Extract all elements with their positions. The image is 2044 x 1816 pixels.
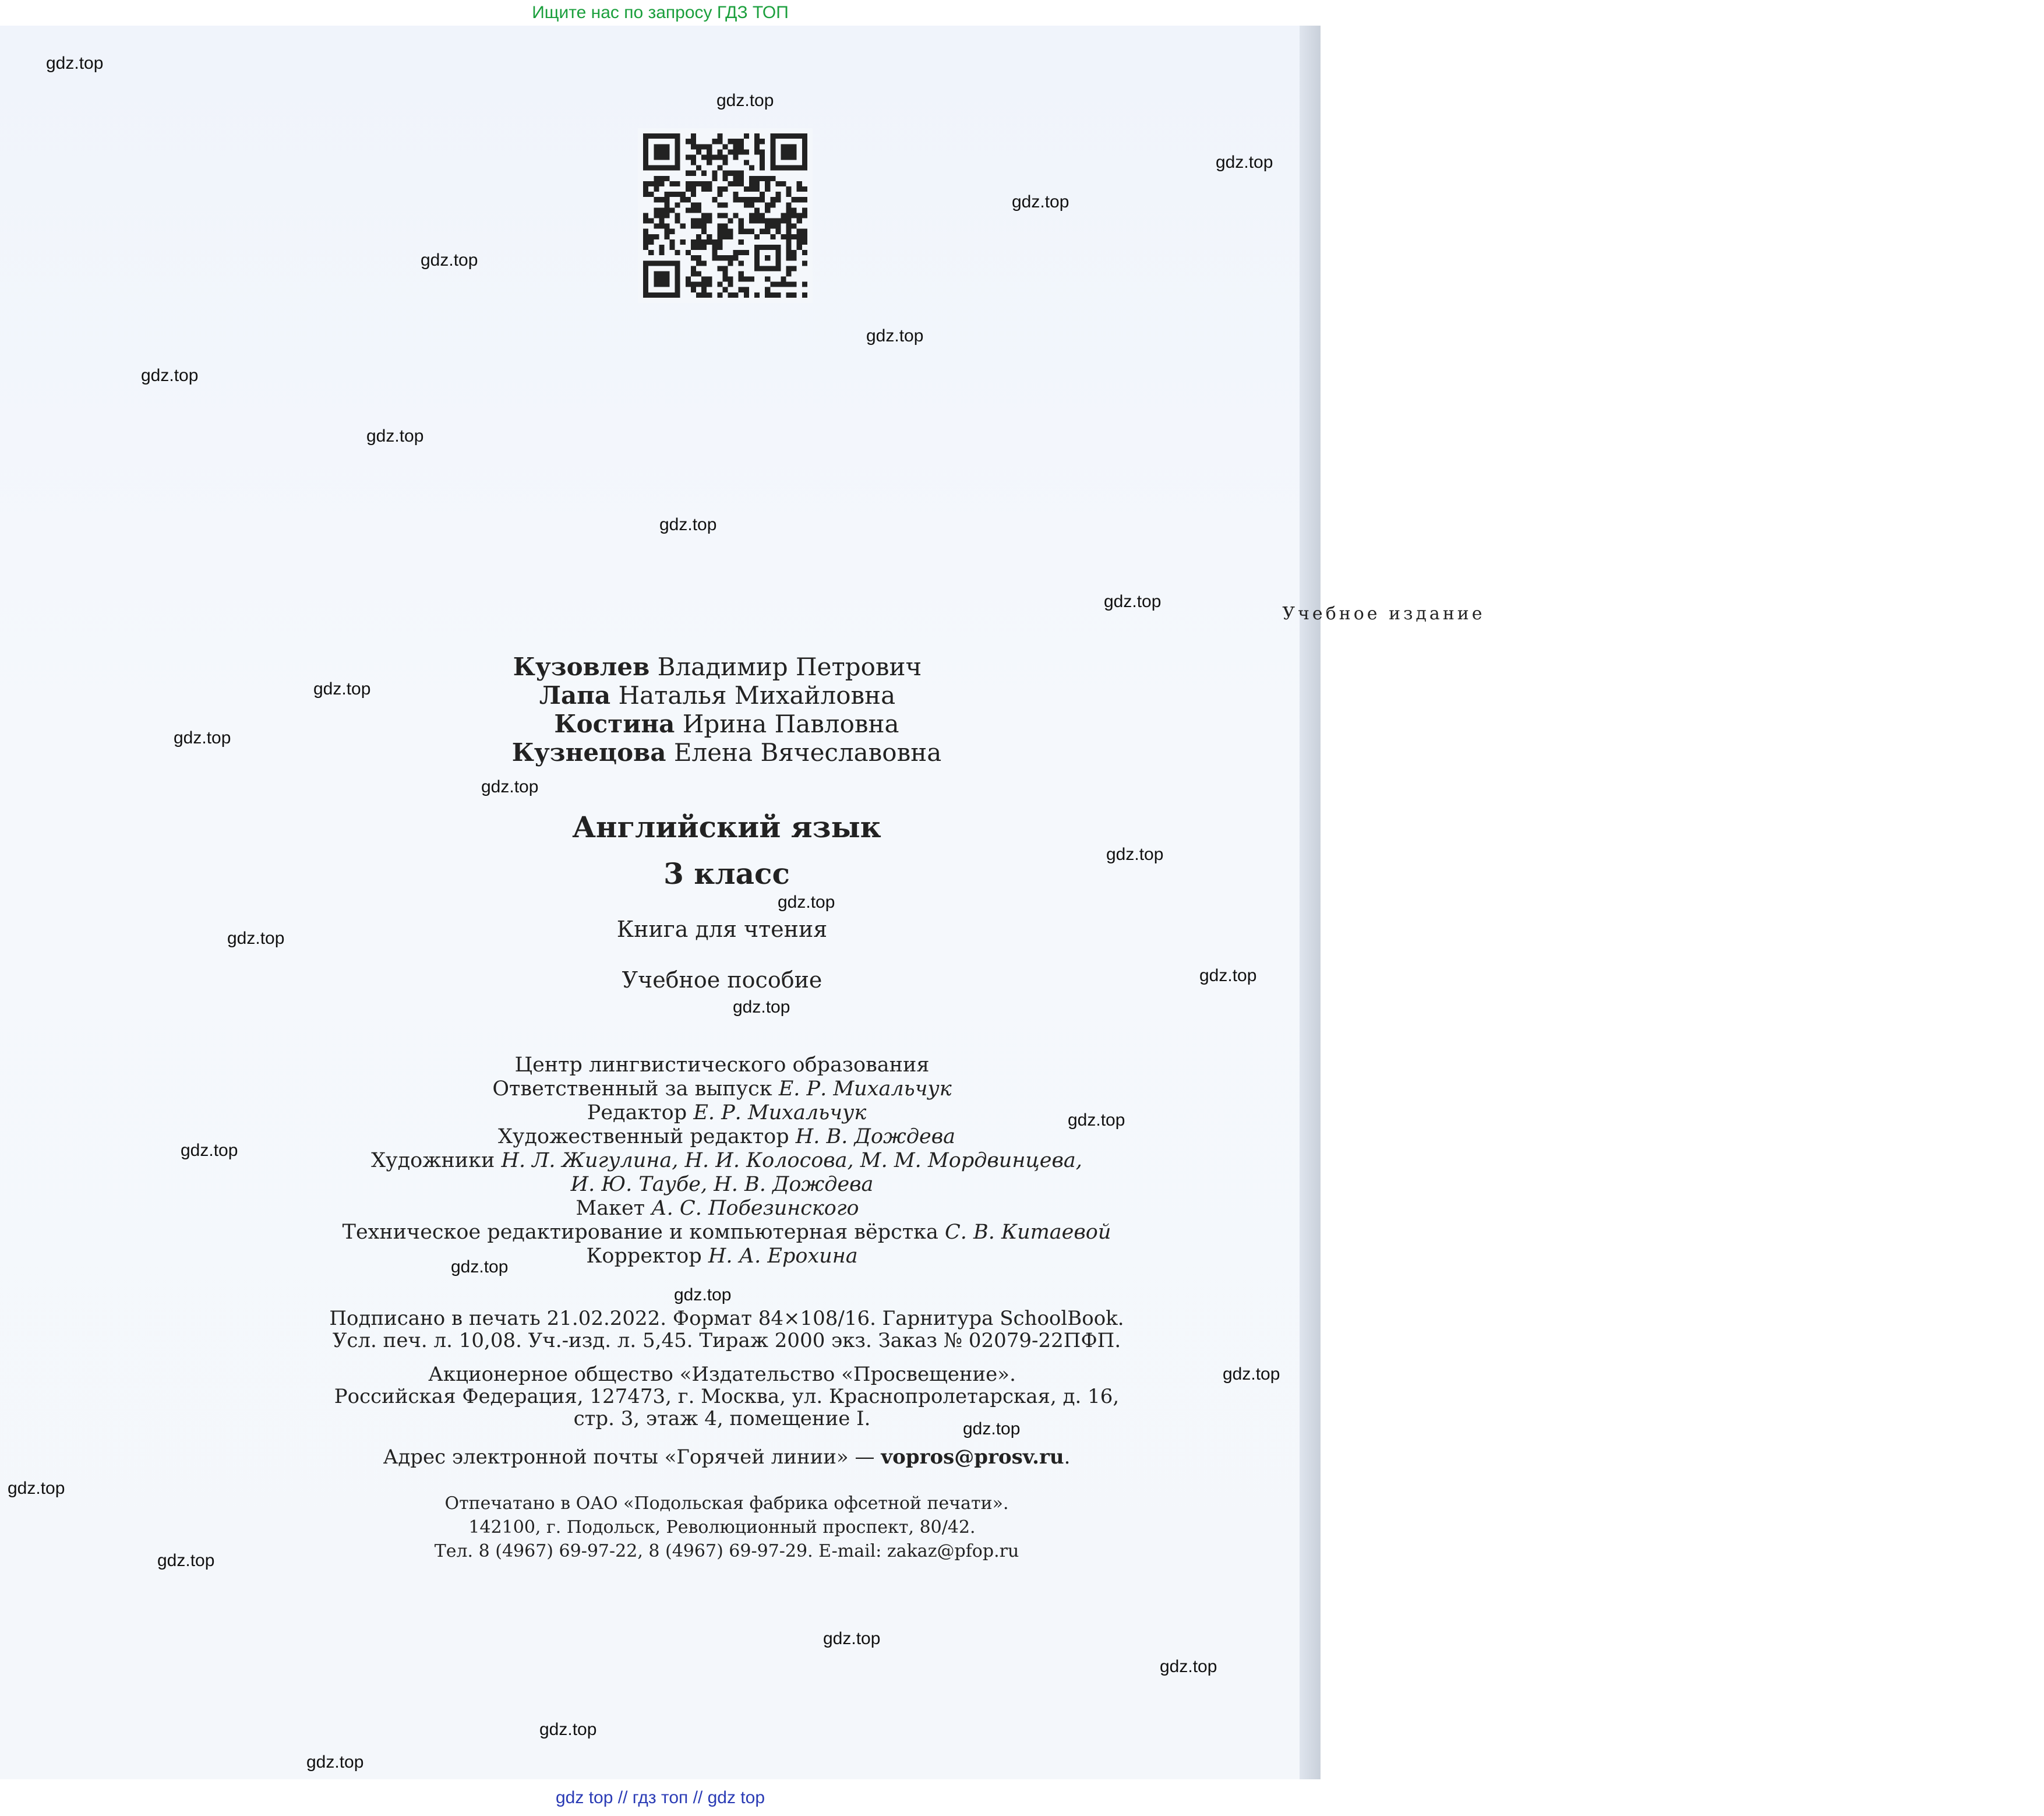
bottom-banner[interactable]: gdz top // гдз топ // gdz top bbox=[0, 1779, 1321, 1816]
publisher-line-3: стр. 3, этаж 4, помещение I. bbox=[573, 1407, 871, 1430]
watermark: gdz.top bbox=[46, 54, 104, 73]
author-2 bbox=[0, 681, 1321, 710]
author-2-surname: Лапа bbox=[539, 681, 611, 710]
imprint-line-7: Техническое редактирование и компьютерная вёрстка С. В. Китаевой bbox=[342, 1221, 1111, 1244]
watermark: gdz.top bbox=[1106, 845, 1164, 864]
printed-line-1: Отпечатано в ОАО «Подольская фабрика офсетной печати». bbox=[444, 1493, 1009, 1514]
watermark: gdz.top bbox=[157, 1551, 215, 1570]
imprint-line-6: Макет А. С. Побезинского bbox=[576, 1197, 859, 1220]
watermark: gdz.top bbox=[733, 997, 790, 1017]
book-type: Учебное пособие bbox=[622, 967, 822, 993]
watermark: gdz.top bbox=[451, 1257, 509, 1277]
imprint-line-5: И. Ю. Таубе, Н. В. Дождева bbox=[570, 1173, 874, 1196]
watermark: gdz.top bbox=[141, 366, 199, 385]
watermark: gdz.top bbox=[1223, 1364, 1280, 1384]
print-info-line-2: Усл. печ. л. 10,08. Уч.-изд. л. 5,45. Тираж 2000 экз. Заказ № 02079-22ПФП. bbox=[332, 1329, 1121, 1352]
watermark: gdz.top bbox=[823, 1629, 881, 1648]
watermark: gdz.top bbox=[1068, 1110, 1125, 1130]
publisher-line-1: Акционерное общество «Издательство «Просвещение». bbox=[428, 1363, 1016, 1386]
watermark: gdz.top bbox=[306, 1752, 364, 1772]
watermark: gdz.top bbox=[481, 777, 539, 796]
watermark: gdz.top bbox=[778, 893, 835, 912]
watermark: gdz.top bbox=[659, 515, 717, 534]
watermark: gdz.top bbox=[421, 251, 478, 270]
watermark: gdz.top bbox=[963, 1419, 1021, 1438]
author-1 bbox=[0, 653, 1321, 681]
watermark: gdz.top bbox=[174, 728, 231, 747]
publisher-line-2: Российская Федерация, 127473, г. Москва, ул. Краснопролетарская, д. 16, bbox=[334, 1385, 1120, 1408]
author-2-name: Наталья Михайловна bbox=[618, 681, 896, 710]
watermark: gdz.top bbox=[866, 326, 924, 345]
watermark: gdz.top bbox=[181, 1141, 238, 1160]
watermark: gdz.top bbox=[1104, 592, 1162, 611]
book-title: Английский язык bbox=[572, 810, 881, 844]
hotline-line: Адрес электронной почты «Горячей линии» — vopros@prosv.ru. bbox=[383, 1445, 1071, 1469]
imprint-line-2: Редактор Е. Р. Михальчук bbox=[587, 1101, 867, 1124]
imprint-line-3: Художественный редактор Н. В. Дождева bbox=[498, 1125, 955, 1148]
author-4-surname: Кузнецова bbox=[511, 738, 666, 767]
watermark: gdz.top bbox=[1012, 192, 1069, 211]
author-1-surname: Кузовлев bbox=[513, 653, 650, 681]
hotline-email: vopros@prosv.ru bbox=[881, 1445, 1064, 1469]
imprint-line-8: Корректор Н. А. Ерохина bbox=[586, 1244, 858, 1268]
author-3-name: Ирина Павловна bbox=[682, 710, 899, 738]
watermark: gdz.top bbox=[539, 1720, 597, 1739]
edition-label: Учебное издание bbox=[1282, 604, 1485, 624]
printed-line-2: 142100, г. Подольск, Революционный проспект, 80/42. bbox=[468, 1517, 976, 1538]
watermark: gdz.top bbox=[8, 1479, 65, 1498]
imprint-center: Центр лингвистического образования bbox=[514, 1053, 930, 1077]
watermark: gdz.top bbox=[313, 679, 371, 699]
author-3-surname: Костина bbox=[554, 710, 675, 738]
author-4-name: Елена Вячеславовна bbox=[673, 738, 942, 767]
book-grade: 3 класс bbox=[663, 856, 790, 891]
top-banner[interactable]: Ищите нас по запросу ГДЗ ТОП bbox=[0, 0, 1321, 26]
imprint-line-4: Художники Н. Л. Жигулина, Н. И. Колосова, М. М. Мордвинцева, bbox=[371, 1149, 1082, 1172]
qr-code bbox=[638, 128, 813, 303]
watermark: gdz.top bbox=[227, 929, 285, 948]
author-1-name: Владимир Петрович bbox=[657, 653, 922, 681]
book-subtitle: Книга для чтения bbox=[616, 916, 828, 942]
print-info-line-1: Подписано в печать 21.02.2022. Формат 84×108/16. Гарнитура SchoolBook. bbox=[329, 1307, 1124, 1330]
watermark: gdz.top bbox=[1199, 966, 1257, 985]
imprint-line-1: Ответственный за выпуск Е. Р. Михальчук bbox=[492, 1077, 952, 1101]
watermark: gdz.top bbox=[716, 91, 774, 110]
printed-line-3: Тел. 8 (4967) 69-97-22, 8 (4967) 69-97-29. E-mail: zakaz@pfop.ru bbox=[434, 1541, 1019, 1561]
watermark: gdz.top bbox=[366, 426, 424, 446]
watermark: gdz.top bbox=[1160, 1657, 1217, 1676]
watermark: gdz.top bbox=[674, 1285, 732, 1304]
watermark: gdz.top bbox=[1216, 153, 1273, 172]
